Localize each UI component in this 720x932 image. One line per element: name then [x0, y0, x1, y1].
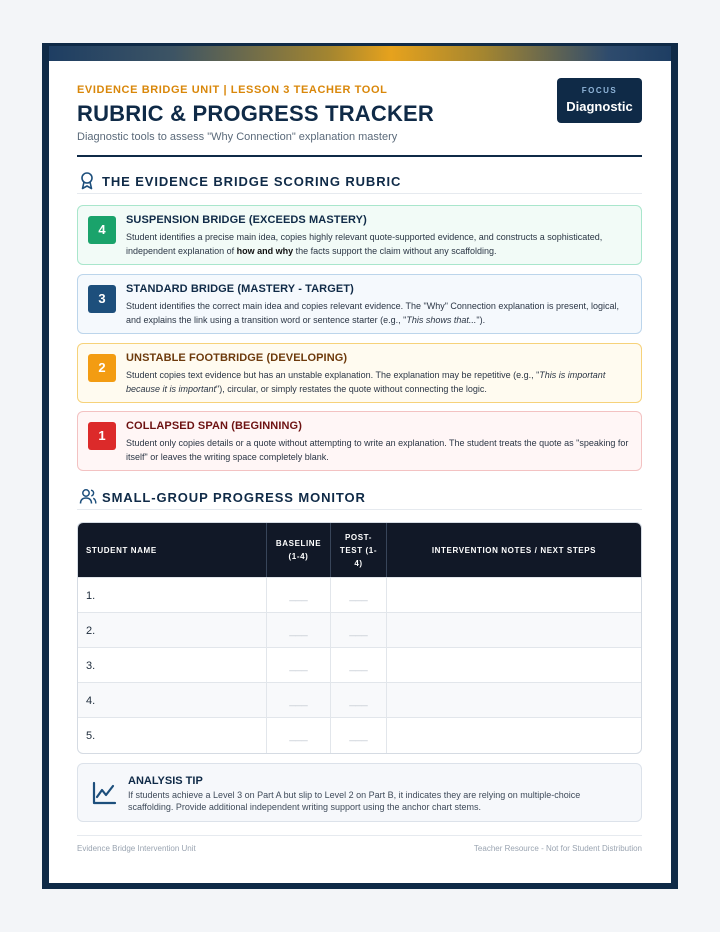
student-name-cell[interactable]: 3. — [86, 659, 96, 672]
rubric-level-3-card — [77, 274, 642, 334]
col-post-test: POST- TEST (1- 4) — [330, 523, 386, 577]
col-student-name: STUDENT NAME — [86, 545, 157, 555]
baseline-cell[interactable]: ___ — [266, 648, 330, 683]
post-test-cell[interactable]: ___ — [330, 613, 386, 648]
score-badge: 3 — [88, 285, 116, 313]
post-test-cell[interactable]: ___ — [330, 648, 386, 683]
baseline-cell[interactable]: ___ — [266, 613, 330, 648]
level-description: Student identifies the correct main idea and copies relevant evidence. The "Why" Connection explanation is present, logical, and explains the link using a transition word or sentence starter (e.g., "This shows that..."). — [126, 301, 620, 325]
document-sheet — [49, 61, 671, 883]
score-badge: 4 — [88, 216, 116, 244]
users-icon — [79, 488, 97, 506]
student-name-cell[interactable]: 4. — [86, 694, 96, 707]
page-footer — [77, 835, 642, 853]
student-name-cell[interactable]: 5. — [86, 729, 96, 742]
notes-cell[interactable] — [386, 718, 641, 753]
footer-right: Teacher Resource - Not for Student Distribution — [473, 844, 642, 853]
level-description: Student only copies details or a quote without attempting to write an explanation. The student treats the quote as "speaking for itself" or leaves the writing space completely blank. — [126, 438, 629, 462]
page-title: RUBRIC & PROGRESS TRACKER — [77, 101, 435, 126]
rubric-level-1-card — [77, 411, 642, 471]
notes-cell[interactable] — [386, 613, 641, 648]
rubric-level-4-card — [77, 205, 642, 265]
post-test-cell[interactable]: ___ — [330, 683, 386, 718]
student-name-cell[interactable]: 1. — [86, 589, 96, 602]
focus-badge — [557, 78, 642, 123]
table-row — [78, 612, 641, 647]
page-frame — [42, 43, 678, 889]
table-row — [78, 682, 641, 717]
header-gradient-bar — [49, 46, 671, 61]
level-title: COLLAPSED SPAN (BEGINNING) — [126, 420, 302, 432]
student-name-cell[interactable]: 2. — [86, 624, 96, 637]
progress-table — [77, 522, 642, 754]
baseline-cell[interactable]: ___ — [266, 683, 330, 718]
table-row — [78, 647, 641, 682]
level-description: Student copies text evidence but has an unstable explanation. The explanation may be repetitive (e.g., "This is important because it is important"), circular, or simply restates the quote without connecting the logic. — [126, 370, 606, 394]
rubric-section-heading — [77, 172, 642, 194]
baseline-cell[interactable]: ___ — [266, 578, 330, 613]
score-badge: 2 — [88, 354, 116, 382]
table-row — [78, 717, 641, 752]
focus-value: Diagnostic — [566, 99, 633, 114]
tip-title: ANALYSIS TIP — [128, 775, 203, 787]
rubric-heading: THE EVIDENCE BRIDGE SCORING RUBRIC — [102, 174, 402, 189]
post-test-cell[interactable]: ___ — [330, 578, 386, 613]
level-title: STANDARD BRIDGE (MASTERY - TARGET) — [126, 283, 354, 295]
analysis-tip-box — [77, 763, 642, 822]
footer-left: Evidence Bridge Intervention Unit — [77, 844, 196, 853]
page-subtitle: Diagnostic tools to assess "Why Connection" explanation mastery — [77, 131, 398, 143]
monitor-section-heading — [77, 488, 642, 510]
level-title: SUSPENSION BRIDGE (EXCEEDS MASTERY) — [126, 214, 367, 226]
line-chart-icon — [91, 779, 117, 807]
notes-cell[interactable] — [386, 683, 641, 718]
col-intervention-notes: INTERVENTION NOTES / NEXT STEPS — [386, 523, 641, 577]
notes-cell[interactable] — [386, 578, 641, 613]
table-header — [78, 523, 641, 577]
post-test-cell[interactable]: ___ — [330, 718, 386, 753]
header-divider — [77, 155, 642, 157]
rubric-level-2-card — [77, 343, 642, 403]
tip-description: If students achieve a Level 3 on Part A but slip to Level 2 on Part B, it indicates they are relying on multiple-choice scaffolding. Provide additional independent writing support using the anchor chart stems. — [128, 790, 581, 812]
award-ribbon-icon — [79, 172, 95, 190]
baseline-cell[interactable]: ___ — [266, 718, 330, 753]
focus-label: FOCUS — [581, 86, 618, 95]
level-title: UNSTABLE FOOTBRIDGE (DEVELOPING) — [126, 352, 348, 364]
unit-eyebrow: EVIDENCE BRIDGE UNIT | LESSON 3 TEACHER TOOL — [77, 84, 388, 96]
score-badge: 1 — [88, 422, 116, 450]
col-baseline: BASELINE (1-4) — [266, 523, 330, 577]
level-description: Student identifies a precise main idea, copies highly relevant quote-supported evidence, and constructs a sophisticated, independent explanation of how and why the facts support the claim without any scaffolding. — [126, 232, 603, 256]
notes-cell[interactable] — [386, 648, 641, 683]
monitor-heading: SMALL-GROUP PROGRESS MONITOR — [102, 490, 366, 505]
table-row — [78, 577, 641, 612]
